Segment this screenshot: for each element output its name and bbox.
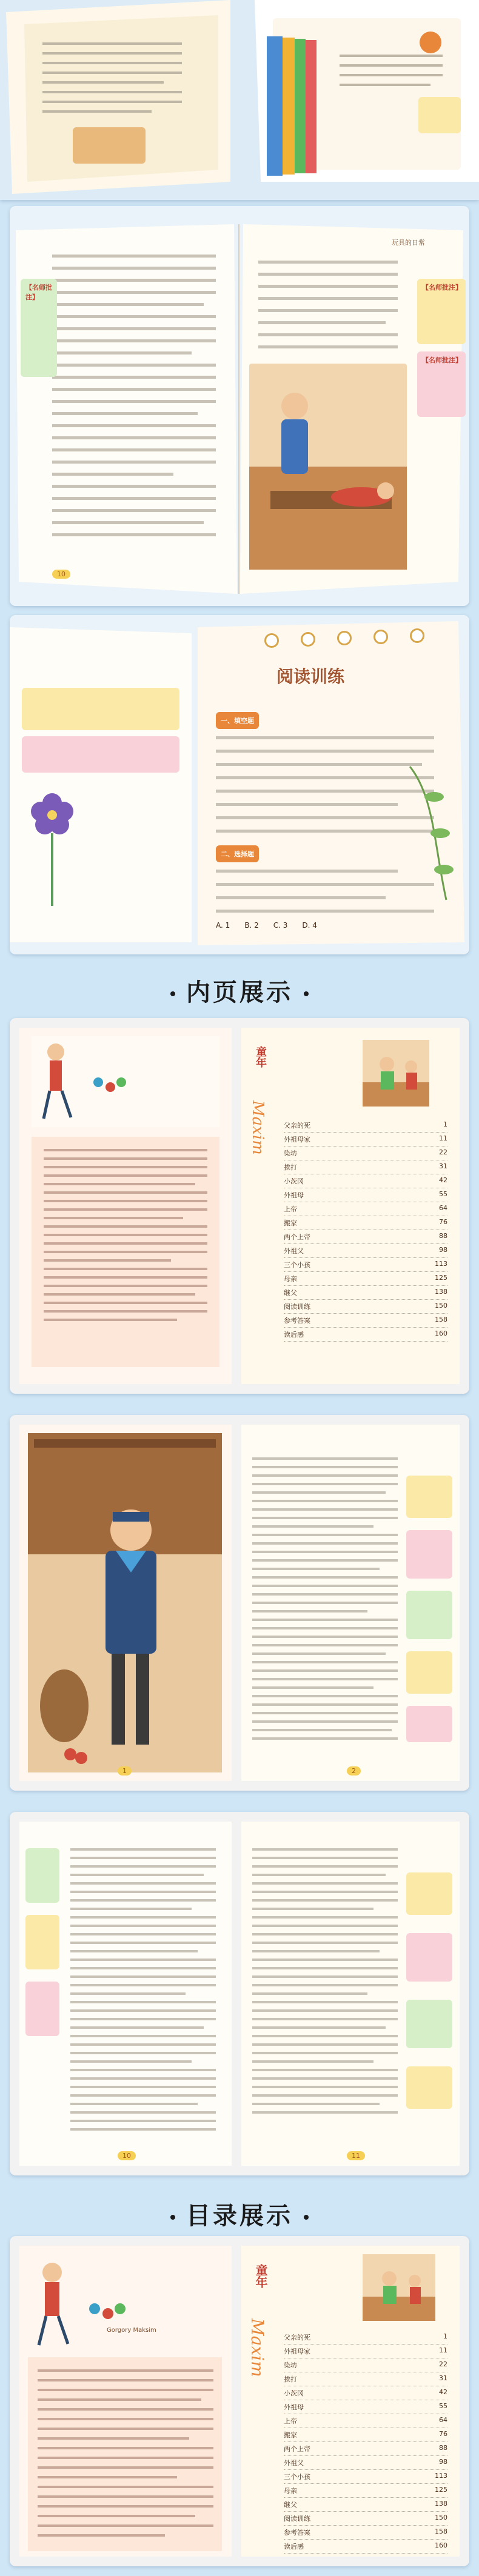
inner-spread-illustration: [10, 1415, 469, 1791]
toc-entry[interactable]: [284, 2331, 447, 2345]
choice-option: C. 3: [273, 921, 288, 930]
spread1-page-number: 10: [52, 570, 70, 579]
margin-note-2-title: 【名师批注】: [422, 356, 462, 364]
toc-entry-page: 31: [439, 2374, 447, 2382]
toc-entry-label: 外祖母家: [284, 1136, 310, 1143]
toc-entry[interactable]: [284, 1133, 447, 1147]
toc-entry-label: 两个上帝: [284, 2445, 310, 2453]
spread-a-right-page: [241, 1028, 460, 1384]
toc-entry-label: 染坊: [284, 2361, 297, 2369]
toc-entry[interactable]: [284, 1272, 447, 1286]
toc-entry-label: 阅读训练: [284, 1303, 310, 1311]
toc-latin-title: Maxim: [249, 1100, 267, 1155]
toc-large-thumbnail: [363, 2254, 435, 2321]
choice-option: A. 1: [216, 921, 230, 930]
toc-entry-label: 外祖母家: [284, 2348, 310, 2355]
toc-entry-page: 11: [439, 1134, 447, 1142]
binder-ring-1: [264, 633, 279, 648]
toc-entry[interactable]: [284, 1244, 447, 1258]
toc-entry-page: 64: [439, 1204, 447, 1212]
toc-section-title: [0, 2197, 479, 2231]
toc-entry[interactable]: [284, 1328, 447, 1342]
chapter-header: 玩具的日常: [392, 239, 425, 247]
choice-option: D. 4: [302, 921, 317, 930]
toc-entry-page: 55: [439, 1190, 447, 1198]
spread-b-page-left: 1: [118, 1766, 132, 1776]
toc-entry-page: 98: [439, 1246, 447, 1254]
toc-large-latin-title: Maxim: [247, 2318, 267, 2377]
spread-a-character-illustration: [19, 1028, 232, 1384]
choice-option: B. 2: [244, 921, 259, 930]
reading-training-illustration: [10, 615, 469, 954]
margin-note-1: [417, 279, 466, 344]
toc-entry-page: 125: [435, 1274, 447, 1282]
toc-entry-label: 小茨冈: [284, 2389, 304, 2397]
toc-entry-page: 1: [443, 1120, 447, 1128]
toc-entry-page: 22: [439, 1148, 447, 1156]
title-dot: [170, 991, 175, 996]
toc-entry[interactable]: [284, 1216, 447, 1230]
inner-spread-toc: [10, 1018, 469, 1394]
toc-entry[interactable]: [284, 2442, 447, 2456]
toc-entry[interactable]: [284, 1160, 447, 1174]
spread-c-page-left: 10: [118, 2151, 136, 2160]
toc-entry-label: 阅读训练: [284, 2515, 310, 2523]
toc-entry-label: 读后感: [284, 2543, 304, 2551]
spread-c-page-right: 11: [347, 2151, 365, 2160]
toc-entry-label: 继父: [284, 2501, 297, 2509]
toc-entry[interactable]: [284, 2512, 447, 2526]
toc-entry-page: 76: [439, 1218, 447, 1226]
spread-a-left-page: [19, 1028, 232, 1384]
toc-entry-page: 42: [439, 1176, 447, 1184]
toc-entry[interactable]: [284, 2400, 447, 2414]
margin-note-left: [21, 279, 57, 377]
toc-entry[interactable]: [284, 1314, 447, 1328]
toc-entry[interactable]: [284, 1230, 447, 1244]
toc-entry[interactable]: [284, 2414, 447, 2428]
toc-entry-page: 88: [439, 1232, 447, 1240]
choice-label: 二、选择题: [216, 845, 259, 862]
toc-entry-label: 三个小孩: [284, 2473, 310, 2481]
toc-entry[interactable]: [284, 2386, 447, 2400]
toc-entry-page: 160: [435, 1330, 447, 1337]
book-spread-illustration: [10, 206, 469, 606]
margin-note-1-title: 【名师批注】: [422, 284, 462, 291]
binder-ring-3: [337, 631, 352, 645]
toc-entry[interactable]: [284, 2540, 447, 2554]
toc-entry-label: 外祖母: [284, 1191, 304, 1199]
margin-note-2: [417, 351, 466, 417]
toc-entry-label: 挨打: [284, 1163, 297, 1171]
toc-entry-label: 母亲: [284, 1275, 297, 1283]
toc-entry[interactable]: [284, 2345, 447, 2358]
toc-spread-large: [10, 2236, 469, 2566]
spread-c-pages: [10, 1812, 469, 2175]
title-dot: [170, 2215, 175, 2220]
toc-large-author: Gorgory Maksim: [107, 2327, 156, 2334]
toc-entry-label: 参考答案: [284, 1317, 310, 1325]
spread-b-illustration: [10, 1415, 469, 1791]
toc-entry-label: 搬家: [284, 1219, 297, 1227]
toc-entry[interactable]: [284, 2470, 447, 2484]
toc-title-text: 目录展示: [186, 2202, 293, 2230]
title-dot: [304, 2215, 309, 2220]
binder-ring-2: [301, 632, 315, 647]
toc-entry[interactable]: [284, 2498, 447, 2512]
toc-entry[interactable]: [284, 2484, 447, 2498]
toc-entry-page: 1: [443, 2332, 447, 2340]
binder-ring-5: [410, 628, 424, 643]
toc-entry-label: 父亲的死: [284, 1122, 310, 1130]
book-spread-photo-1: [10, 206, 469, 606]
toc-entry[interactable]: [284, 1119, 447, 1133]
margin-note-left-title: 【名师批注】: [25, 284, 52, 301]
toc-entry-label: 染坊: [284, 1150, 297, 1157]
title-dot: [304, 991, 309, 996]
toc-entry-label: 外祖父: [284, 2459, 304, 2467]
toc-entry-label: 两个上帝: [284, 1233, 310, 1241]
toc-entry-page: 22: [439, 2360, 447, 2368]
toc-entry-page: 150: [435, 1302, 447, 1310]
toc-vertical-title: 童年: [254, 1046, 267, 1068]
toc-entry[interactable]: [284, 1188, 447, 1202]
toc-entry[interactable]: [284, 2372, 447, 2386]
reading-training-heading: 阅读训练: [276, 667, 345, 687]
toc-entry-label: 上帝: [284, 1205, 297, 1213]
toc-entry-label: 三个小孩: [284, 1261, 310, 1269]
toc-large-list: [284, 2331, 447, 2554]
inner-pages-title-text: 内页展示: [186, 979, 293, 1007]
choice-options: [216, 921, 317, 930]
toc-list: [284, 1119, 447, 1342]
toc-entry-page: 98: [439, 2458, 447, 2466]
toc-entry-label: 小茨冈: [284, 1177, 304, 1185]
book-photo-top-illustration: [0, 0, 479, 200]
toc-entry-page: 160: [435, 2541, 447, 2549]
toc-entry-label: 搬家: [284, 2431, 297, 2439]
toc-entry[interactable]: [284, 1300, 447, 1314]
toc-entry-label: 参考答案: [284, 2529, 310, 2537]
toc-entry-page: 88: [439, 2444, 447, 2452]
toc-entry[interactable]: [284, 2526, 447, 2540]
toc-entry-page: 11: [439, 2346, 447, 2354]
toc-entry-page: 125: [435, 2486, 447, 2494]
toc-entry-page: 138: [435, 2500, 447, 2508]
toc-entry-label: 外祖父: [284, 1247, 304, 1255]
inner-pages-section-title: [0, 973, 479, 1008]
toc-entry-page: 113: [435, 1260, 447, 1268]
toc-entry-label: 挨打: [284, 2375, 297, 2383]
toc-entry[interactable]: [284, 1202, 447, 1216]
toc-entry-page: 42: [439, 2388, 447, 2396]
toc-entry[interactable]: [284, 1147, 447, 1160]
toc-large-vertical-title: 童年: [253, 2264, 268, 2288]
toc-entry-page: 158: [435, 2528, 447, 2535]
toc-entry[interactable]: [284, 1174, 447, 1188]
fill-blank-label: 一、填空题: [216, 712, 259, 729]
toc-thumbnail-illustration: [363, 1040, 429, 1107]
toc-entry-label: 上帝: [284, 2417, 297, 2425]
book-photo-top: [0, 0, 479, 200]
toc-entry-page: 31: [439, 1162, 447, 1170]
toc-large-right-page: [241, 2246, 460, 2557]
toc-entry-page: 113: [435, 2472, 447, 2480]
toc-entry-page: 55: [439, 2402, 447, 2410]
toc-entry-page: 138: [435, 1288, 447, 1296]
toc-entry-page: 150: [435, 2514, 447, 2521]
toc-entry-page: 158: [435, 1316, 447, 1323]
toc-entry-page: 64: [439, 2416, 447, 2424]
toc-entry[interactable]: [284, 2456, 447, 2470]
toc-entry[interactable]: [284, 2428, 447, 2442]
toc-entry-label: 外祖母: [284, 2403, 304, 2411]
toc-entry[interactable]: [284, 2358, 447, 2372]
toc-entry-label: 母亲: [284, 2487, 297, 2495]
toc-large-left-page: [10, 2236, 240, 2566]
toc-entry-label: 父亲的死: [284, 2334, 310, 2341]
inner-spread-text: [10, 1812, 469, 2175]
toc-entry-page: 76: [439, 2430, 447, 2438]
toc-entry-label: 读后感: [284, 1331, 304, 1339]
toc-entry-label: 继父: [284, 1289, 297, 1297]
spread-b-page-right: 2: [347, 1766, 361, 1776]
binder-ring-4: [373, 630, 388, 644]
reading-training-photo: [10, 615, 469, 954]
toc-entry[interactable]: [284, 1286, 447, 1300]
toc-entry[interactable]: [284, 1258, 447, 1272]
